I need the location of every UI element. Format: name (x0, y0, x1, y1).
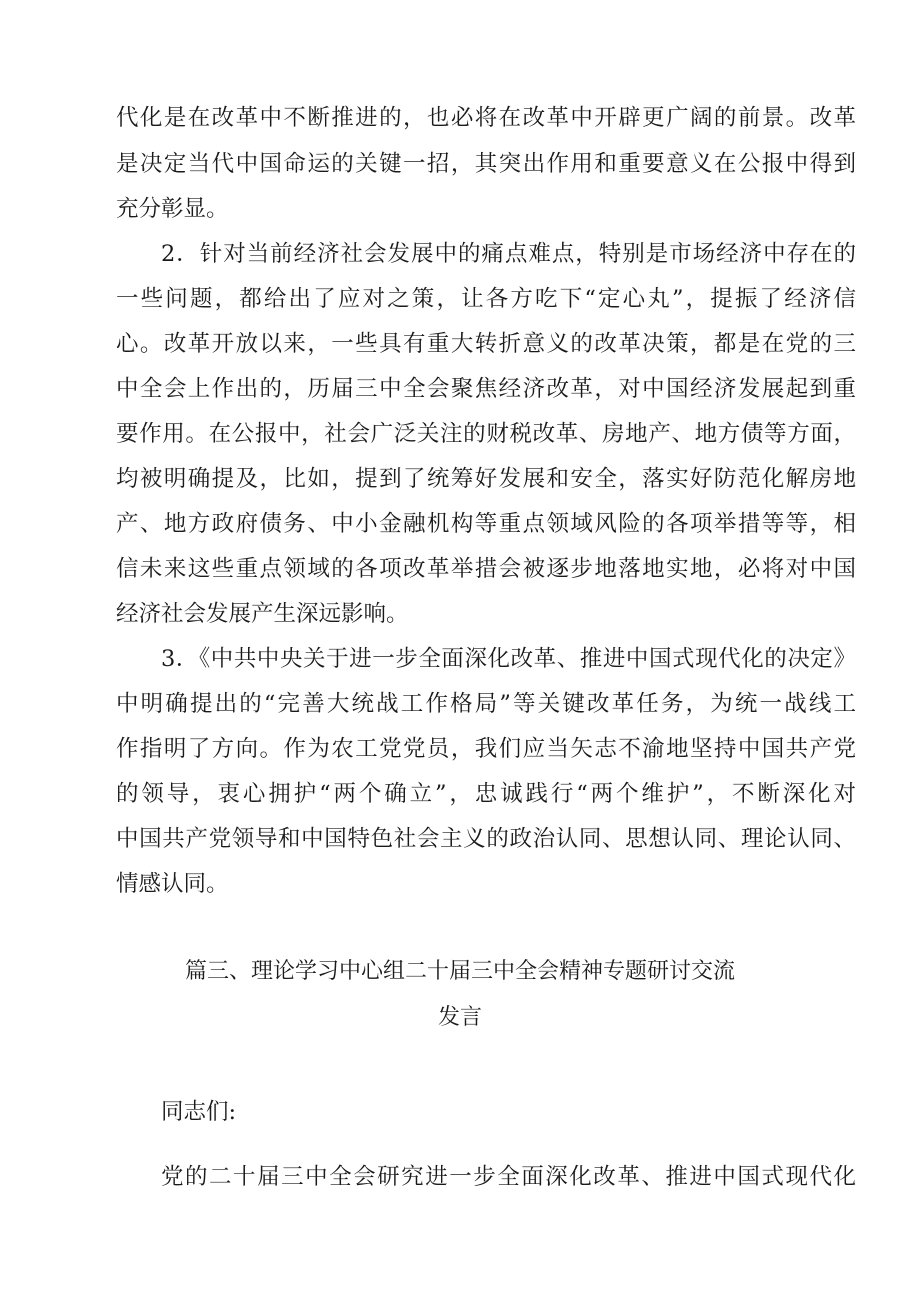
paragraph-3-line-3: 作指明了方向。作为农工党党员，我们应当矢志不渝地坚持中国共产党 (116, 736, 856, 762)
paragraph-1-line-3: 充分彰显。 (116, 196, 229, 222)
paragraph-2-line-5: 要作用。在公报中，社会广泛关注的财税改革、房地产、地方债等方面， (116, 421, 856, 447)
paragraph-3-line-4: 的领导，衷心拥护“两个确立”，忠诚践行“两个维护”，不断深化对 (116, 781, 856, 807)
paragraph-3-line-6: 情感认同。 (116, 871, 229, 897)
paragraph-3-line-1: 3．《中共中央关于进一步全面深化改革、推进中国式现代化的决定》 (161, 646, 856, 672)
paragraph-3-line-5: 中国共产党领导和中国特色社会主义的政治认同、思想认同、理论认同、 (116, 826, 856, 852)
paragraph-2-line-8: 信未来这些重点领域的各项改革举措会被逐步地落地实地，必将对中国 (116, 556, 856, 582)
paragraph-4-line-1: 党的二十届三中全会研究进一步全面深化改革、推进中国式现代化 (161, 1164, 856, 1190)
paragraph-2-line-7: 产、地方政府债务、中小金融机构等重点领域风险的各项举措等等，相 (116, 511, 856, 537)
salutation: 同志们: (161, 1099, 237, 1125)
section-heading-line-2: 发言 (437, 1005, 482, 1030)
paragraph-2-line-2: 一些问题，都给出了应对之策，让各方吃下“定心丸”，提振了经济信 (116, 286, 856, 312)
paragraph-1-line-1: 代化是在改革中不断推进的，也必将在改革中开辟更广阔的前景。改革 (116, 105, 856, 131)
paragraph-1-line-2: 是决定当代中国命运的关键一招，其突出作用和重要意义在公报中得到 (116, 151, 856, 177)
paragraph-2-line-9: 经济社会发展产生深远影响。 (116, 601, 409, 627)
paragraph-2-line-3: 心。改革开放以来，一些具有重大转折意义的改革决策，都是在党的三 (116, 331, 856, 357)
paragraph-2-line-6: 均被明确提及，比如，提到了统筹好发展和安全，落实好防范化解房地 (116, 466, 856, 492)
paragraph-2-line-1: 2．针对当前经济社会发展中的痛点难点，特别是市场经济中存在的 (161, 241, 856, 267)
paragraph-2-line-4: 中全会上作出的，历届三中全会聚焦经济改革，对中国经济发展起到重 (116, 376, 856, 402)
section-heading-line-1: 篇三、理论学习中心组二十届三中全会精神专题研讨交流 (184, 959, 735, 984)
paragraph-3-line-2: 中明确提出的“完善大统战工作格局”等关键改革任务，为统一战线工 (116, 691, 856, 717)
